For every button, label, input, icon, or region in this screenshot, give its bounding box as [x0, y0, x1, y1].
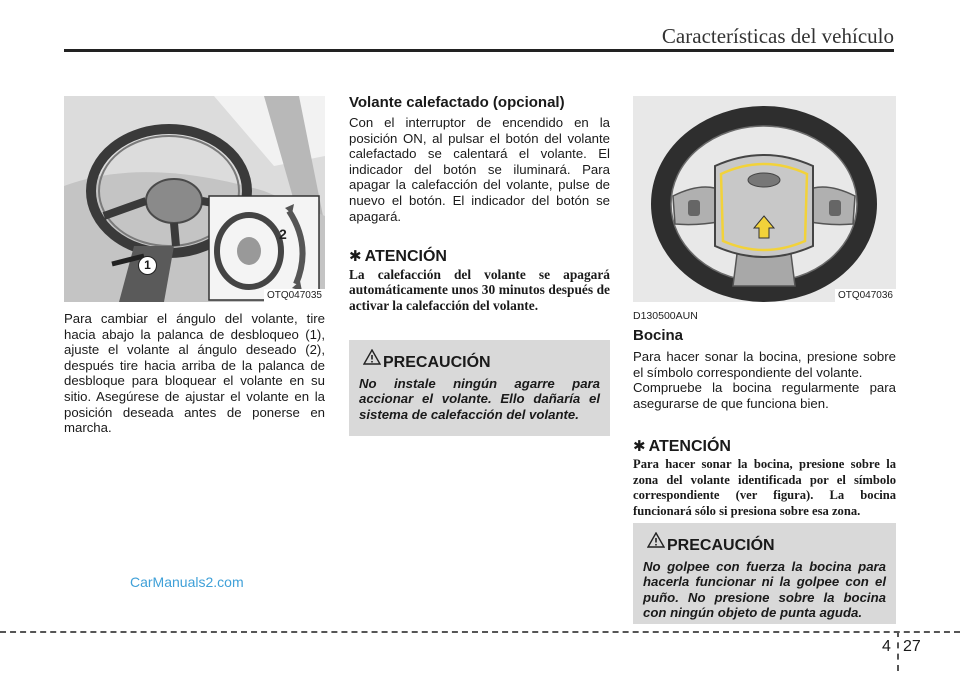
horn-title: Bocina [633, 327, 684, 344]
warning-triangle-icon [647, 532, 665, 548]
figure-caption: OTQ047036 [835, 289, 896, 302]
page-chapter-number: 4 [882, 638, 891, 655]
horn-wheel-illustration [633, 96, 896, 302]
steering-tilt-text: Para cambiar el ángulo del volante, tire hacia abajo la palanca de desbloqueo (1), ajuste el volante al ángulo deseado (2), después tire hacia arriba de la palanca de desbloque para bloquear el volante en su sitio. Asegúrese de ajustar el volante en la posición deseada antes de ponerse en marcha. [64, 311, 325, 436]
steering-tilt-illustration [64, 96, 325, 302]
caution-body: No instale ningún agarre para accionar el volante. Ello dañaría el sistema de calefacción del volante. [359, 376, 600, 422]
caution-box-heated [349, 340, 610, 436]
steering-tilt-figure [64, 96, 325, 302]
attention-heading-text: ATENCIÓN [648, 438, 731, 455]
section-code: D130500AUN [633, 310, 698, 322]
watermark-link[interactable]: CarManuals2.com [130, 574, 244, 590]
heated-wheel-title: Volante calefactado (opcional) [349, 94, 565, 111]
page-header-title: Características del vehículo [661, 24, 894, 48]
attention-heading-text: ATENCIÓN [364, 248, 447, 265]
horn-text: Para hacer sonar la bocina, presione sobre el símbolo correspondiente del volante. Compruebe la bocina regularmente para asegurarse de que funciona bien. [633, 349, 896, 411]
footer-rule [0, 631, 960, 633]
attention-body-heated: La calefacción del volante se apagará automáticamente unos 30 minutos después de activar la calefacción del volante. [349, 267, 610, 313]
horn-wheel-figure [633, 96, 896, 302]
caution-box-horn [633, 523, 896, 624]
caution-heading: PRECAUCIÓN [667, 537, 775, 554]
figure-caption: OTQ047035 [264, 289, 325, 302]
attention-star-icon: ✱ [633, 438, 646, 455]
footer-separator [897, 631, 899, 671]
marker-1-badge: 1 [138, 256, 157, 275]
marker-2-badge: 2 [279, 226, 287, 242]
attention-star-icon: ✱ [349, 248, 362, 265]
attention-heading-horn [633, 437, 731, 456]
page-number: 27 [903, 638, 921, 655]
warning-triangle-icon [363, 349, 381, 365]
caution-body: No golpee con fuerza la bocina para hacerla funcionar ni la golpee con el puño. No presione sobre la bocina con ningún objeto de punta aguda. [643, 559, 886, 621]
header-rule [64, 49, 894, 52]
caution-heading: PRECAUCIÓN [383, 354, 491, 371]
attention-heading-heated [349, 247, 447, 266]
heated-wheel-text: Con el interruptor de encendido en la posición ON, al pulsar el botón del volante calefactado se calentará el volante. El indicador del botón se iluminará. Para apagar la calefacción del volante, pulse de nuevo el botón. El indicador del botón se apagará. [349, 115, 610, 224]
attention-body-horn: Para hacer sonar la bocina, presione sobre la zona del volante identificada por el símbolo correspondiente (ver figura). La bocina funcionará sólo si presiona sobre esa zona. [633, 457, 896, 518]
